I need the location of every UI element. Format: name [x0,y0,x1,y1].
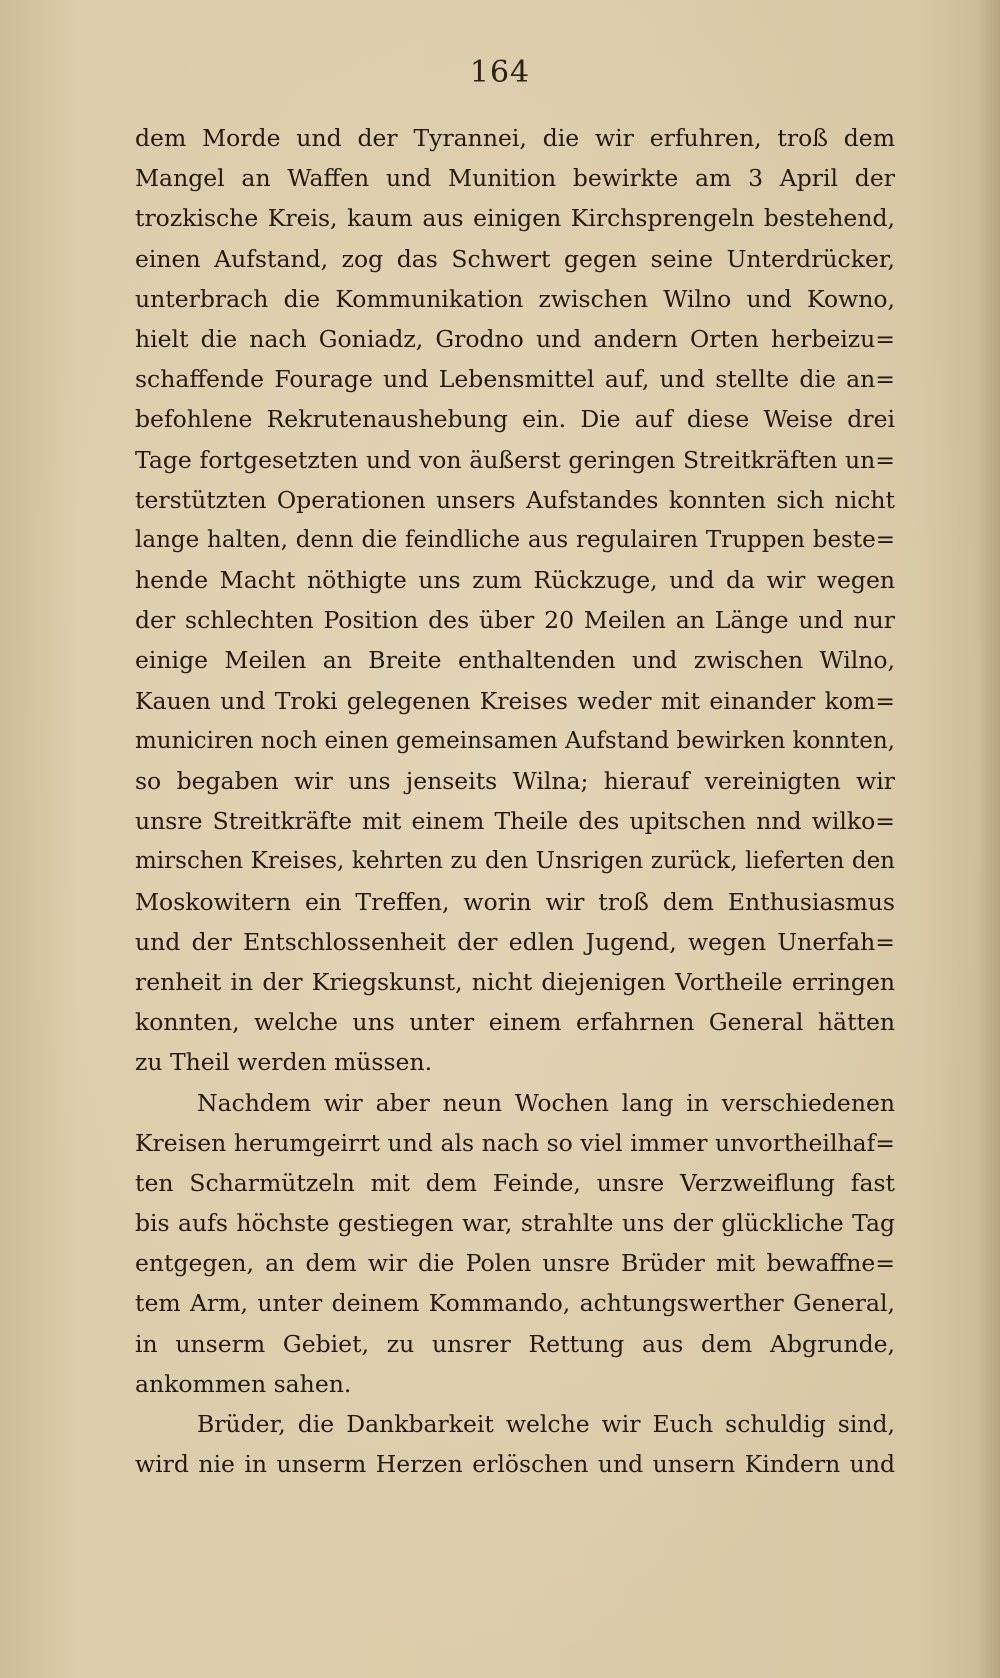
text-line: terstützten Operationen unsers Aufstandes konnten sich nicht [135,485,895,514]
text-line: konnten, welche uns unter einem erfahrnen General hätten [135,1008,895,1037]
text-line: trozkische Kreis, kaum aus einigen Kirchsprengeln bestehend, [135,204,895,233]
text-line: zu Theil werden müssen. [135,1048,433,1077]
text-line: und der Entschlossenheit der edlen Jugend, wegen Unerfah= [135,927,895,956]
text-line: befohlene Rekrutenaushebung ein. Die auf diese Weise drei [135,405,895,434]
text-line: Tage fortgesetzten und von äußerst geringen Streitkräften un= [135,445,895,474]
text-line: dem Morde und der Tyrannei, die wir erfuhren, troß dem [135,124,895,152]
text-line: lange halten, denn die feindliche aus regulairen Truppen beste= [135,526,895,553]
text-line: renheit in der Kriegskunst, nicht diejenigen Vortheile erringen [135,967,895,996]
text-line: ten Scharmützeln mit dem Feinde, unsre Verzweiflung fast [135,1168,895,1197]
text-line: bis aufs höchste gestiegen war, strahlte uns der glückliche Tag [135,1209,895,1238]
text-line: schaffende Fourage und Lebensmittel auf, und stellte die an= [135,365,895,394]
text-line: Moskowitern ein Treffen, worin wir troß dem Enthusiasmus [135,887,895,916]
text-line: Brüder, die Dankbarkeit welche wir Euch schuldig sind, [197,1410,895,1438]
text-line: der schlechten Position des über 20 Meilen an Länge und nur [135,606,895,635]
text-line: einige Meilen an Breite enthaltenden und zwischen Wilno, [135,646,895,675]
page-number: 164 [469,55,531,90]
text-line: entgegen, an dem wir die Polen unsre Brüder mit bewaffne= [135,1249,895,1278]
text-line: einen Aufstand, zog das Schwert gegen seine Unterdrücker, [135,244,895,273]
text-line: ankommen sahen. [135,1369,352,1398]
text-line: Mangel an Waffen und Munition bewirkte am 3 April der [135,164,895,193]
text-line: tem Arm, unter deinem Kommando, achtungswerther General, [135,1289,895,1318]
text-line: Kauen und Troki gelegenen Kreises weder mit einander kom= [135,686,895,715]
text-line: hielt die nach Goniadz, Grodno und andern Orten herbeizu= [135,324,895,353]
text-line: hende Macht nöthigte uns zum Rückzuge, und da wir wegen [135,566,895,595]
body-text [135,118,895,1484]
text-line: municiren noch einen gemeinsamen Aufstand bewirken konnten, [135,727,895,754]
text-line: mirschen Kreises, kehrten zu den Unsrigen zurück, lieferten den [135,848,895,875]
text-line: so begaben wir uns jenseits Wilna; hierauf vereinigten wir [135,767,895,795]
text-line: unterbrach die Kommunikation zwischen Wilno und Kowno, [135,284,895,313]
text-line: Nachdem wir aber neun Wochen lang in verschiedenen [197,1088,895,1117]
text-line: unsre Streitkräfte mit einem Theile des upitschen nnd wilko= [135,807,895,836]
text-line: wird nie in unserm Herzen erlöschen und unsern Kindern und [135,1450,895,1479]
text-line: Kreisen herumgeirrt und als nach so viel immer unvortheilhaf= [135,1128,895,1157]
text-line: in unserm Gebiet, zu unsrer Rettung aus dem Abgrunde, [135,1329,895,1358]
page-edge-shadow [978,0,1000,1678]
